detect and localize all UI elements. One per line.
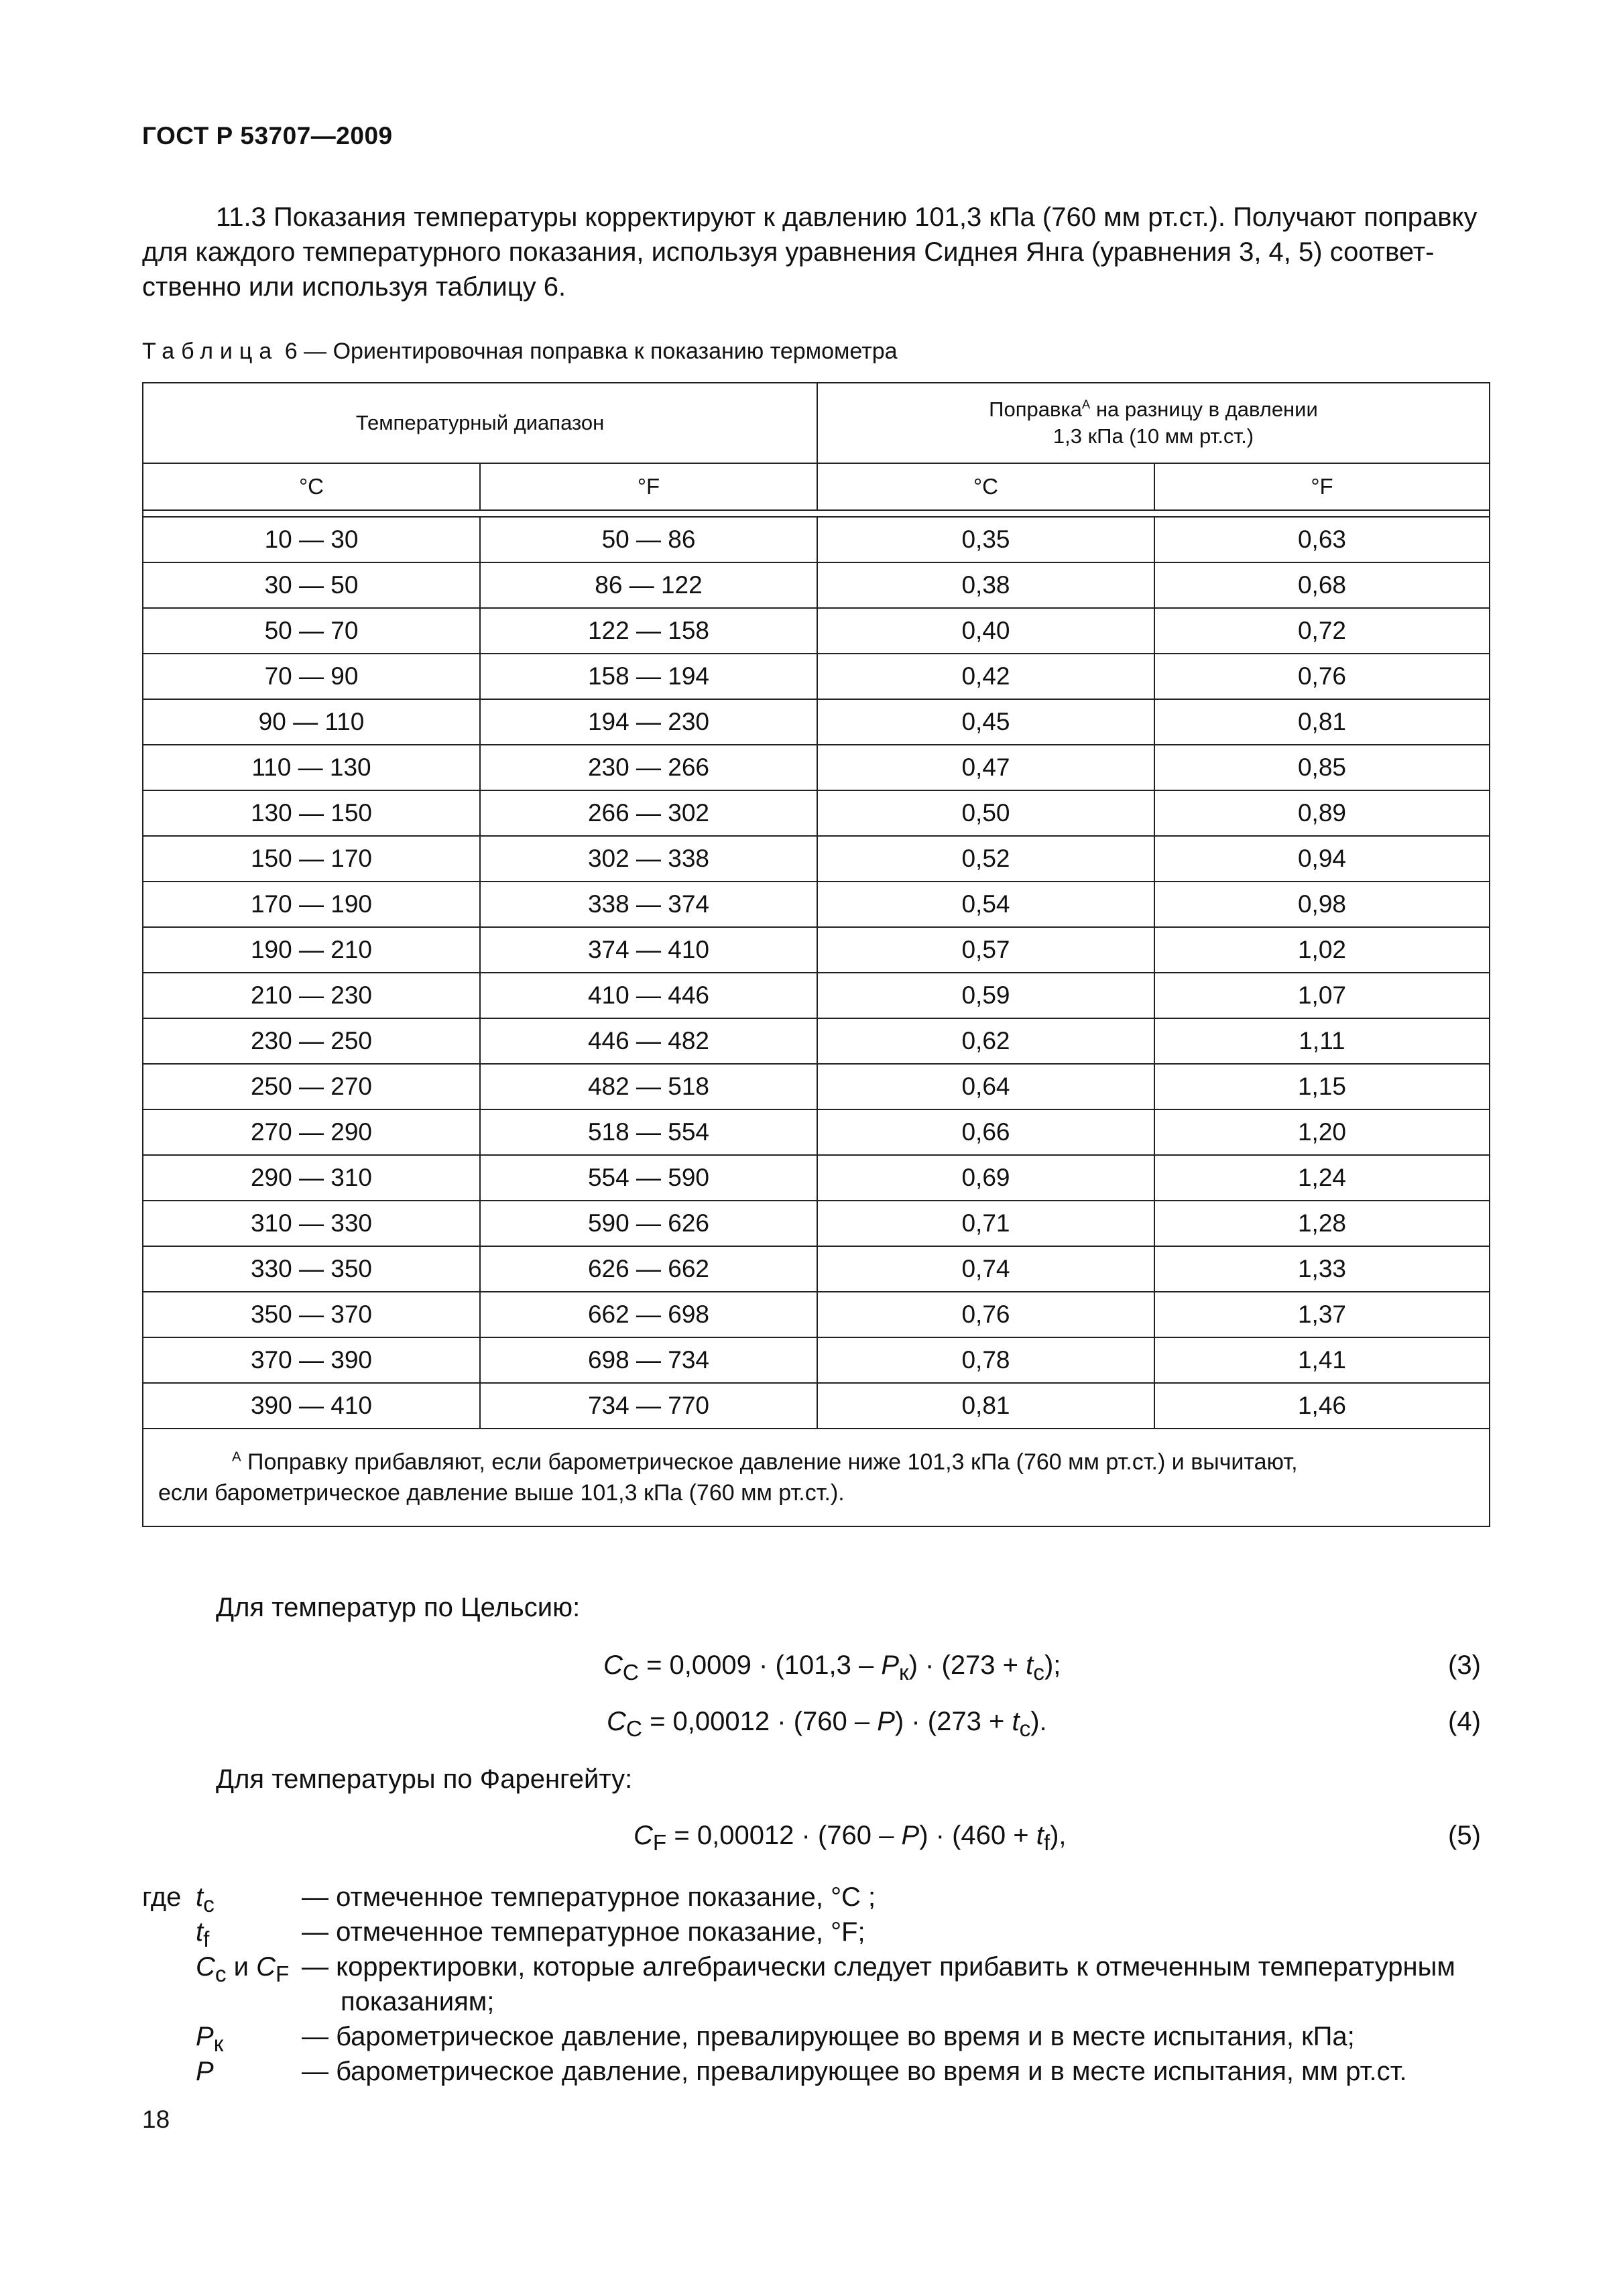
fahrenheit-label: Для температуры по Фаренгейту: — [216, 1764, 633, 1794]
table-caption — [142, 339, 898, 365]
table-row — [143, 1064, 1490, 1109]
header-correction-rest: на разницу в давлении — [1090, 398, 1318, 421]
cell-range-celsius: 350 — 370 — [143, 1292, 480, 1337]
intro-line: 11.3 Показания температуры корректируют к давлению 101,3 кПа (760 мм рт.ст.). Получают поправку — [216, 202, 1478, 232]
eq-subscript: c — [1019, 1717, 1031, 1742]
definition-symbol: $t_c$ — [196, 1882, 215, 1917]
definition-text: — барометрическое давление, превалирующее во время и в месте испытания, мм рт.ст. — [302, 2057, 1407, 2086]
eq-symbol: C — [603, 1650, 623, 1680]
eq-text: ) · (273 + — [894, 1707, 1012, 1736]
eq-subscript: F — [652, 1831, 667, 1856]
cell-range-celsius: 330 — 350 — [143, 1246, 480, 1292]
definition-symbol: $P_к$ — [196, 2022, 224, 2057]
cell-correction-celsius: 0,74 — [817, 1246, 1154, 1292]
cell-correction-fahrenheit: 1,37 — [1154, 1292, 1490, 1337]
eq-text: = 0,00012 · (760 – — [666, 1821, 902, 1850]
equation-5 — [634, 1821, 1067, 1856]
definition-text: — барометрическое давление, превалирующее во время и в месте испытания, кПа; — [302, 2022, 1355, 2051]
table-row — [143, 1383, 1490, 1429]
equation-3 — [603, 1650, 1061, 1686]
definition-text: — отмеченное температурное показание, °C ; — [302, 1882, 876, 1912]
definition-text: — отмеченное температурное показание, °F; — [302, 1917, 865, 1947]
table-row — [143, 973, 1490, 1018]
cell-correction-celsius: 0,81 — [817, 1383, 1154, 1429]
table-row — [143, 882, 1490, 927]
cell-range-fahrenheit: 158 — 194 — [480, 654, 817, 699]
cell-range-fahrenheit: 374 — 410 — [480, 927, 817, 973]
eq-subscript: C — [622, 1660, 639, 1685]
cell-correction-fahrenheit: 0,81 — [1154, 699, 1490, 745]
cell-range-celsius: 50 — 70 — [143, 608, 480, 654]
definition-text: — корректировки, которые алгебраически следует прибавить к отмеченным температурным — [302, 1952, 1455, 1982]
eq-text: ), — [1050, 1821, 1067, 1850]
eq-text: = 0,00012 · (760 – — [642, 1707, 878, 1736]
table-unit-row — [143, 463, 1490, 510]
cell-correction-fahrenheit: 1,15 — [1154, 1064, 1490, 1109]
cell-correction-fahrenheit: 1,11 — [1154, 1018, 1490, 1064]
footnote-ref: А — [1081, 397, 1091, 412]
cell-correction-celsius: 0,62 — [817, 1018, 1154, 1064]
cell-correction-celsius: 0,52 — [817, 836, 1154, 882]
document-header: ГОСТ Р 53707—2009 — [142, 122, 393, 149]
cell-correction-fahrenheit: 0,85 — [1154, 745, 1490, 790]
cell-range-fahrenheit: 590 — 626 — [480, 1201, 817, 1246]
cell-correction-celsius: 0,64 — [817, 1064, 1154, 1109]
eq-symbol: P — [881, 1650, 900, 1680]
eq-symbol: t — [1036, 1821, 1044, 1850]
cell-range-celsius: 30 — 50 — [143, 562, 480, 608]
cell-range-celsius: 110 — 130 — [143, 745, 480, 790]
cell-correction-celsius: 0,50 — [817, 790, 1154, 836]
table-row — [143, 1246, 1490, 1292]
eq-subscript: C — [625, 1717, 642, 1742]
table-footnote — [143, 1429, 1490, 1526]
cell-correction-fahrenheit: 1,28 — [1154, 1201, 1490, 1246]
eq-symbol: P — [901, 1821, 920, 1850]
eq-symbol: C — [634, 1821, 653, 1850]
cell-range-fahrenheit: 122 — 158 — [480, 608, 817, 654]
correction-table — [142, 382, 1490, 1527]
cell-range-fahrenheit: 86 — 122 — [480, 562, 817, 608]
intro-paragraph — [142, 200, 1488, 304]
table-row — [143, 1018, 1490, 1064]
cell-range-fahrenheit: 266 — 302 — [480, 790, 817, 836]
table-row — [143, 1292, 1490, 1337]
cell-correction-fahrenheit: 0,72 — [1154, 608, 1490, 654]
unit-fahrenheit: °F — [1154, 463, 1490, 510]
cell-range-celsius: 210 — 230 — [143, 973, 480, 1018]
table-row — [143, 927, 1490, 973]
caption-title: — Ориентировочная поправка к показанию термометра — [304, 339, 898, 364]
equation-3-number: (3) — [1448, 1650, 1481, 1680]
header-correction-line2: 1,3 кПа (10 мм рт.ст.) — [1053, 424, 1254, 448]
cell-range-celsius: 370 — 390 — [143, 1337, 480, 1383]
cell-range-fahrenheit: 230 — 266 — [480, 745, 817, 790]
cell-range-fahrenheit: 194 — 230 — [480, 699, 817, 745]
equation-4-number: (4) — [1448, 1707, 1481, 1736]
cell-range-fahrenheit: 698 — 734 — [480, 1337, 817, 1383]
cell-correction-fahrenheit: 1,24 — [1154, 1155, 1490, 1201]
definition-symbol: $t_f$ — [196, 1917, 210, 1952]
table-gap — [143, 510, 1490, 517]
definition-symbol: P — [196, 2057, 214, 2086]
table-row — [143, 608, 1490, 654]
table-row — [143, 562, 1490, 608]
cell-range-celsius: 290 — 310 — [143, 1155, 480, 1201]
intro-line: ственно или используя таблицу 6. — [142, 272, 566, 302]
eq-symbol: t — [1026, 1650, 1034, 1680]
table-row — [143, 654, 1490, 699]
celsius-label: Для температур по Цельсию: — [216, 1593, 581, 1622]
cell-range-fahrenheit: 518 — 554 — [480, 1109, 817, 1155]
cell-range-celsius: 310 — 330 — [143, 1201, 480, 1246]
cell-range-celsius: 130 — 150 — [143, 790, 480, 836]
cell-correction-fahrenheit: 1,20 — [1154, 1109, 1490, 1155]
cell-range-celsius: 10 — 30 — [143, 517, 480, 562]
footnote-mark: А — [232, 1449, 241, 1465]
cell-range-celsius: 190 — 210 — [143, 927, 480, 973]
caption-label: Таблица — [142, 339, 279, 364]
eq-text: ) · (273 + — [908, 1650, 1026, 1680]
eq-subscript: f — [1043, 1831, 1050, 1856]
cell-range-fahrenheit: 338 — 374 — [480, 882, 817, 927]
table-row — [143, 836, 1490, 882]
eq-subscript: к — [899, 1660, 909, 1685]
header-correction — [817, 383, 1490, 463]
cell-correction-fahrenheit: 0,94 — [1154, 836, 1490, 882]
cell-correction-celsius: 0,54 — [817, 882, 1154, 927]
cell-correction-fahrenheit: 1,41 — [1154, 1337, 1490, 1383]
cell-correction-fahrenheit: 0,68 — [1154, 562, 1490, 608]
footnote-text: Поправку прибавляют, если барометрическое давление ниже 101,3 кПа (760 мм рт.ст.) и вычитают, — [241, 1449, 1298, 1475]
cell-correction-celsius: 0,59 — [817, 973, 1154, 1018]
cell-correction-celsius: 0,78 — [817, 1337, 1154, 1383]
eq-text: ); — [1044, 1650, 1061, 1680]
cell-correction-fahrenheit: 1,02 — [1154, 927, 1490, 973]
cell-correction-celsius: 0,45 — [817, 699, 1154, 745]
header-correction-main: Поправка — [989, 398, 1082, 421]
eq-text: ). — [1030, 1707, 1047, 1736]
cell-range-celsius: 230 — 250 — [143, 1018, 480, 1064]
cell-correction-celsius: 0,76 — [817, 1292, 1154, 1337]
cell-range-celsius: 390 — 410 — [143, 1383, 480, 1429]
cell-range-fahrenheit: 50 — 86 — [480, 517, 817, 562]
cell-range-fahrenheit: 302 — 338 — [480, 836, 817, 882]
table-body — [143, 517, 1490, 1429]
cell-correction-celsius: 0,35 — [817, 517, 1154, 562]
footnote-line — [158, 1447, 1474, 1477]
table-row — [143, 790, 1490, 836]
cell-correction-fahrenheit: 1,33 — [1154, 1246, 1490, 1292]
unit-celsius: °C — [143, 463, 480, 510]
eq-subscript: c — [1033, 1660, 1044, 1685]
table-row — [143, 1155, 1490, 1201]
definition-symbol: $C_c$ и $C_F$ — [196, 1952, 290, 1987]
unit-fahrenheit: °F — [480, 463, 817, 510]
cell-range-celsius: 90 — 110 — [143, 699, 480, 745]
equation-4 — [607, 1707, 1047, 1742]
cell-range-fahrenheit: 662 — 698 — [480, 1292, 817, 1337]
cell-range-fahrenheit: 446 — 482 — [480, 1018, 817, 1064]
cell-correction-celsius: 0,57 — [817, 927, 1154, 973]
table-row — [143, 1109, 1490, 1155]
cell-correction-celsius: 0,40 — [817, 608, 1154, 654]
cell-range-fahrenheit: 626 — 662 — [480, 1246, 817, 1292]
table-row — [143, 1201, 1490, 1246]
cell-range-fahrenheit: 482 — 518 — [480, 1064, 817, 1109]
unit-celsius: °C — [817, 463, 1154, 510]
caption-number: 6 — [284, 339, 298, 364]
table-row — [143, 699, 1490, 745]
eq-symbol: C — [607, 1707, 626, 1736]
header-temperature-range: Температурный диапазон — [143, 383, 817, 463]
cell-range-celsius: 70 — 90 — [143, 654, 480, 699]
cell-correction-celsius: 0,66 — [817, 1109, 1154, 1155]
where-label: где — [142, 1882, 182, 1912]
cell-correction-celsius: 0,47 — [817, 745, 1154, 790]
eq-symbol: P — [877, 1707, 895, 1736]
cell-correction-fahrenheit: 1,46 — [1154, 1383, 1490, 1429]
cell-correction-fahrenheit: 0,89 — [1154, 790, 1490, 836]
table-gap-cell — [143, 510, 1490, 517]
intro-line: для каждого температурного показания, используя уравнения Сиднея Янга (уравнения 3, 4, 5) соответ- — [142, 237, 1435, 267]
cell-correction-fahrenheit: 0,98 — [1154, 882, 1490, 927]
table-footnote-row — [143, 1429, 1490, 1526]
cell-range-fahrenheit: 410 — 446 — [480, 973, 817, 1018]
eq-text: = 0,0009 · (101,3 – — [638, 1650, 882, 1680]
definition-text-continued: показаниям; — [341, 1987, 495, 2016]
cell-correction-celsius: 0,38 — [817, 562, 1154, 608]
cell-range-celsius: 150 — 170 — [143, 836, 480, 882]
cell-correction-celsius: 0,42 — [817, 654, 1154, 699]
cell-correction-celsius: 0,69 — [817, 1155, 1154, 1201]
cell-correction-fahrenheit: 0,63 — [1154, 517, 1490, 562]
cell-range-fahrenheit: 554 — 590 — [480, 1155, 817, 1201]
table-row — [143, 517, 1490, 562]
eq-symbol: t — [1012, 1707, 1020, 1736]
cell-correction-fahrenheit: 1,07 — [1154, 973, 1490, 1018]
cell-range-fahrenheit: 734 — 770 — [480, 1383, 817, 1429]
cell-range-celsius: 270 — 290 — [143, 1109, 480, 1155]
cell-correction-fahrenheit: 0,76 — [1154, 654, 1490, 699]
cell-range-celsius: 250 — 270 — [143, 1064, 480, 1109]
table-header-row — [143, 383, 1490, 463]
cell-correction-celsius: 0,71 — [817, 1201, 1154, 1246]
footnote-line: если барометрическое давление выше 101,3 кПа (760 мм рт.ст.). — [158, 1480, 845, 1506]
eq-text: ) · (460 + — [919, 1821, 1036, 1850]
table-row — [143, 745, 1490, 790]
cell-range-celsius: 170 — 190 — [143, 882, 480, 927]
equation-5-number: (5) — [1448, 1821, 1481, 1850]
page-number: 18 — [142, 2106, 170, 2133]
table-row — [143, 1337, 1490, 1383]
